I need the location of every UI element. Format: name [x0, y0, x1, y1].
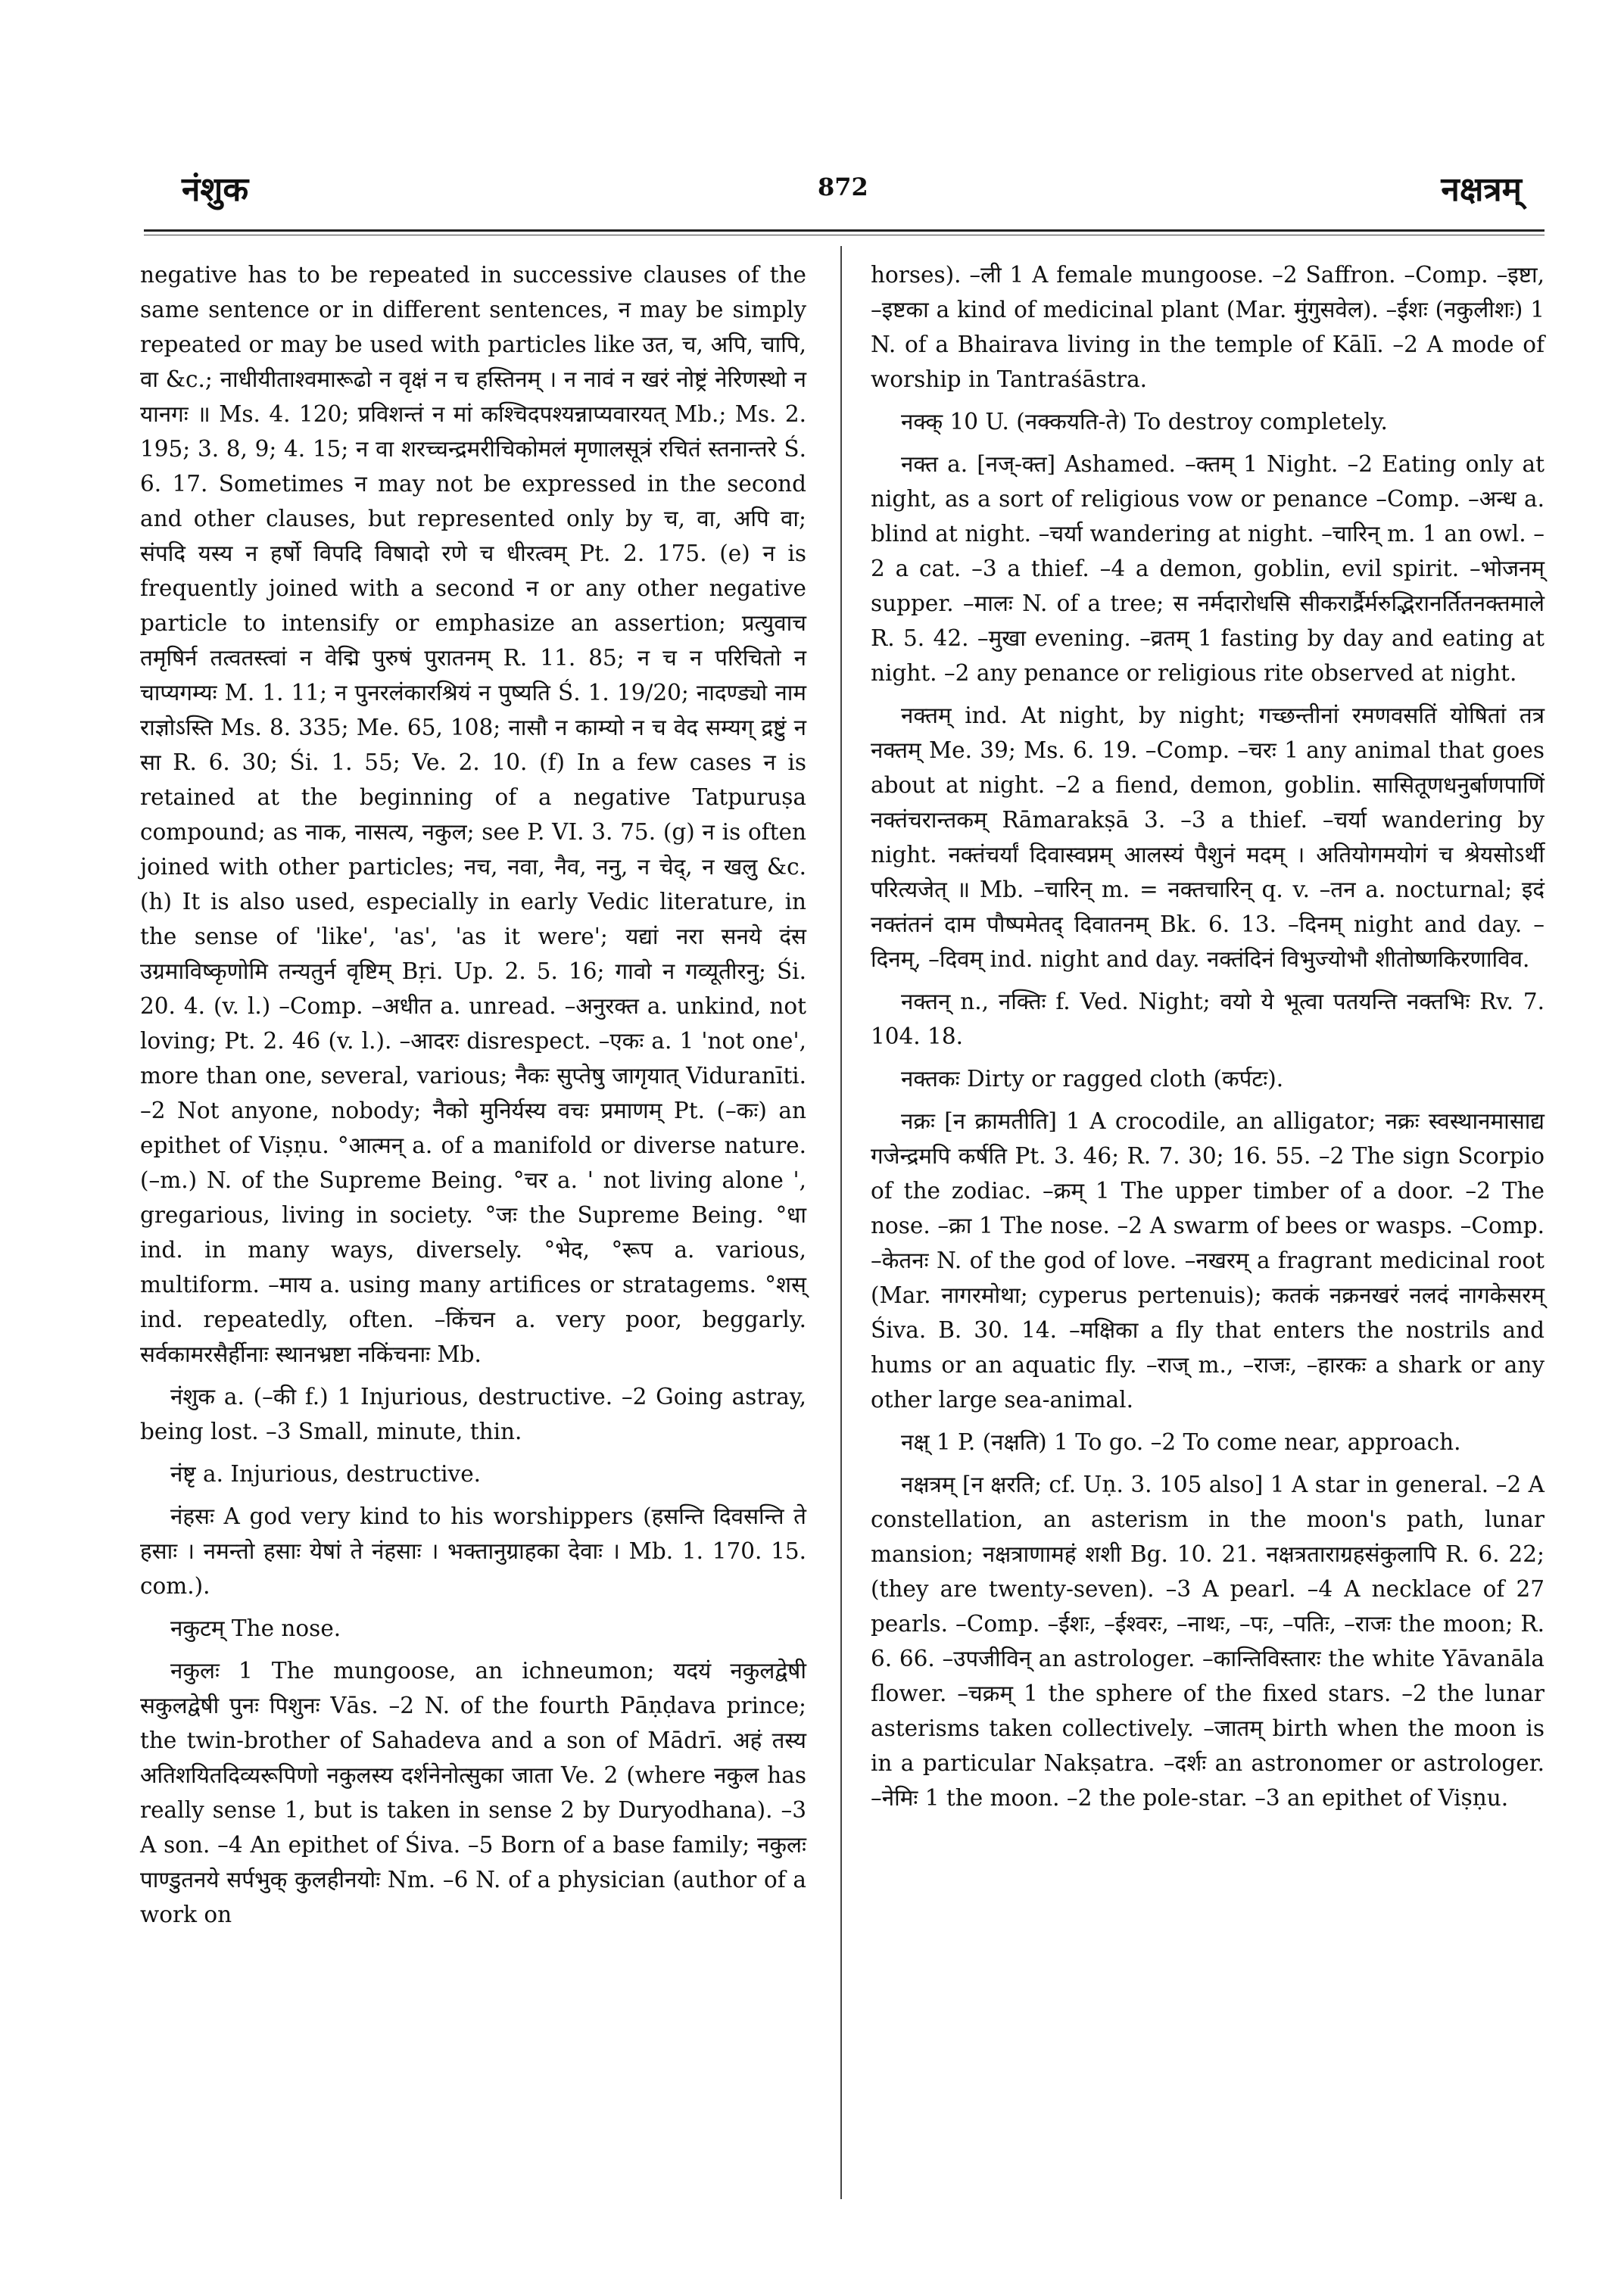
right-running-headword: नक्षत्रम् — [1441, 170, 1522, 209]
page-number: 872 — [818, 173, 868, 201]
entry-namshtri: नंष्टृ a. Injurious, destructive. — [170, 1461, 482, 1487]
entry-naktam: नक्तम् ind. At night, by night; गच्छन्तीनां रमणवसतिं योषितां तत्र नक्तम् Me. 39; Ms. 6. 19. –Comp. –चरः 1 any animal that goes about at night. –2 a fiend, demon, goblin. सासितूणधनुर्बाणपाणिं नक्तंचरान्तकम् Rāmarakṣā 3. –3 a thief. –चर्या wandering by night. नक्तंचर्यां दिवास्वप्नम् आलस्यं पैशुनं मदम् । अतियोगमयोगं च श्रेयसोऽर्थी परित्यजेत् ॥ Mb. –चारिन् m. = नक्तचारिन् q. v. –तन a. nocturnal; इदं नक्तंतनं दाम पौष्पमेतद् दिवातनम् Bk. 6. 13. –दिनम् night and day. –दिनम्, –दिवम् ind. night and day. नक्तंदिनं विभुज्योभौ शीतोष्णकिरणाविव. — [871, 703, 1545, 972]
page-header — [151, 151, 1537, 212]
left-running-headword: नंशुक — [182, 170, 249, 209]
entry-nakra: नक्रः [न क्रामतीति] 1 A crocodile, an alligator; नक्रः स्वस्थानमासाद्य गजेन्द्रमपि कर्षति Pt. 3. 46; R. 7. 30; 16. 55. –2 The sign Scorpio of the zodiac. –क्रम् 1 The upper timber of a door. –2 The nose. –क्रा 1 The nose. –2 A swarm of bees or wasps. –Comp. –केतनः N. of the god of love. –नखरम् a fragrant medicinal root (Mar. नागरमोथा; cyperus pertenuis); कतकं नक्रनखरं नलदं नागकेसरम् Śiva. B. 30. 14. –मक्षिका a fly that enters the nostrils and hums or an aquatic fly. –राज् m., –राजः, –हारकः a shark or any other large sea-animal. — [871, 1108, 1545, 1413]
entry-nakula: नकुलः 1 The mungoose, an ichneumon; यदयं नकुलद्वेषी सकुलद्वेषी पुनः पिशुनः Vās. –2 N. of the fourth Pāṇḍava prince; the twin-brother of Sahadeva and a son of Mādrī. अहं तस्य अतिशयितदिव्यरूपिणो नकुलस्य दर्शनेनोत्सुका जाता Ve. 2 (where नकुल has really sense 1, but is taken in sense 2 by Duryodhana). –3 A son. –4 An epithet of Śiva. –5 Born of a base family; नकुलः पाण्डुतनये सर्पभुक् कुलहीनयोः Nm. –6 N. of a physician (author of a work on — [140, 1658, 806, 1927]
entry-naksh: नक्ष् 1 P. (नक्षति) 1 To go. –2 To come near, approach. — [901, 1429, 1461, 1455]
entry-nakk: नक्क् 10 U. (नक्कयति-ते) To destroy completely. — [901, 409, 1388, 435]
column-divider — [840, 246, 842, 2199]
right-entry-continuation: horses). –ली 1 A female mungoose. –2 Saffron. –Comp. –इष्टा, –इष्टका a kind of medicinal plant (Mar. मुंगुसवेल). –ईशः (नकुलीशः) 1 N. of a Bhairava living in the temple of Kālī. –2 A mode of worship in Tantraśāstra. — [871, 262, 1545, 392]
right-column — [871, 257, 1545, 1823]
header-rule — [144, 229, 1545, 232]
left-column — [140, 257, 806, 1939]
entry-nakta: नक्त a. [नज्-क्त] Ashamed. –क्तम् 1 Night. –2 Eating only at night, as a sort of religious vow or penance –Comp. –अन्ध a. blind at night. –चर्या wandering at night. –चारिन् m. 1 an owl. –2 a cat. –3 a thief. –4 a demon, goblin, evil spirit. –भोजनम् supper. –मालः N. of a tree; स नर्मदारोधसि सीकरार्द्रैर्मरुद्भिरानर्तितनक्तमाले R. 5. 42. –मुखा evening. –व्रतम् 1 fasting by day and eating at night. –2 any penance or religious rite observed at night. — [871, 451, 1545, 686]
left-entry-continuation: negative has to be repeated in successive clauses of the same sentence or in different sentences, न may be simply repeated or may be used with particles like उत, च, अपि, चापि, वा &c.; नाधीयीताश्वमारूढो न वृक्षं न च हस्तिनम् । न नावं न खरं नोष्ट्रं नेरिणस्थो न यानगः ॥ Ms. 4. 120; प्रविशन्तं न मां कश्चिदपश्यन्नाप्यवारयत् Mb.; Ms. 2. 195; 3. 8, 9; 4. 15; न वा शरच्चन्द्रमरीचिकोमलं मृणालसूत्रं रचितं स्तनान्तरे Ś. 6. 17. Sometimes न may not be expressed in the second and other clauses, but represented only by च, वा, अपि वा; संपदि यस्य न हर्षो विपदि विषादो रणे च धीरत्वम् Pt. 2. 175. (e) न is frequently joined with a second न or any other negative particle to intensify or emphasize an assertion; प्रत्युवाच तमृषिर्न तत्वतस्त्वां न वेद्मि पुरुषं पुरातनम् R. 11. 85; न च न परिचितो न चाप्यगम्यः M. 1. 11; न पुनरलंकारश्रियं न पुष्यति Ś. 1. 19/20; नादण्ड्यो नाम राज्ञोऽस्ति Ms. 8. 335; Me. 65, 108; नासौ न काम्यो न च वेद सम्यग् द्रष्टुं न सा R. 6. 30; Śi. 1. 55; Ve. 2. 10. (f) In a few cases न is retained at the beginning of a negative Tatpuruṣa compound; as नाक, नासत्य, नकुल; see P. VI. 3. 75. (g) न is often joined with other particles; नच, नवा, नैव, ननु, न चेद्, न खलु &c. (h) It is also used, especially in early Vedic literature, in the sense of 'like', 'as', 'as it were'; यद्यां नरा सनये दंस उग्रमाविष्कृणोमि तन्यतुर्न वृष्टिम् Bṛi. Up. 2. 5. 16; गावो न गव्यूतीरनु; Śi. 20. 4. (v. l.) –Comp. –अधीत a. unread. –अनुरक्त a. unkind, not loving; Pt. 2. 46 (v. l.). –आदरः disrespect. –एकः a. 1 'not one', more than one, several, various; नैकः सुप्तेषु जागृयात् Viduranīti. –2 Not anyone, nobody; नैको मुनिर्यस्य वचः प्रमाणम् Pt. (–कः) an epithet of Viṣṇu. °आत्मन् a. of a manifold or diverse nature. (–m.) N. of the Supreme Being. °चर a. ' not living alone ', gregarious, living in society. °जः the Supreme Being. °धा ind. in many ways, diversely. °भेद, °रूप a. various, multiform. –माय a. using many artifices or stratagems. °शस् ind. repeatedly, often. –किंचन a. very poor, beggarly. सर्वकामरसैर्हीनाः स्थानभ्रष्टा नकिंचनाः Mb. — [140, 262, 806, 1367]
entry-namshuka: नंशुक a. (–की f.) 1 Injurious, destructive. –2 Going astray, being lost. –3 Small, minute, thin. — [140, 1384, 806, 1444]
entry-nakutam: नकुटम् The nose. — [170, 1615, 341, 1641]
entry-naktaka: नक्तकः Dirty or ragged cloth (कर्पटः). — [901, 1066, 1284, 1092]
entry-nakshatram: नक्षत्रम् [न क्षरति; cf. Uṇ. 3. 105 also] 1 A star in general. –2 A constellation, an asterism in the moon's path, lunar mansion; नक्षत्राणामहं शशी Bg. 10. 21. नक्षत्रताराग्रहसंकुलापि R. 6. 22; (they are twenty-seven). –3 A pearl. –4 A necklace of 27 pearls. –Comp. –ईशः, –ईश्वरः, –नाथः, –पः, –पतिः, –राजः the moon; R. 6. 66. –उपजीविन् an astrologer. –कान्तिविस्तारः the white Yāvanāla flower. –चक्रम् 1 the sphere of the fixed stars. –2 the lunar asterisms taken collectively. –जातम् birth when the moon is in a particular Nakṣatra. –दर्शः an astronomer or astrologer. –नेमिः 1 the moon. –2 the pole-star. –3 an epithet of Viṣṇu. — [871, 1472, 1545, 1811]
entry-naktan: नक्तन् n., नक्तिः f. Ved. Night; वयो ये भूत्वा पतयन्ति नक्तभिः Rv. 7. 104. 18. — [871, 989, 1545, 1049]
entry-namhasa: नंहसः A god very kind to his worshippers (हसन्ति दिवसन्ति ते हसाः । नमन्तो हसाः येषां ते नंहसाः । भक्तानुग्राहका देवाः । Mb. 1. 170. 15. com.). — [140, 1503, 806, 1599]
